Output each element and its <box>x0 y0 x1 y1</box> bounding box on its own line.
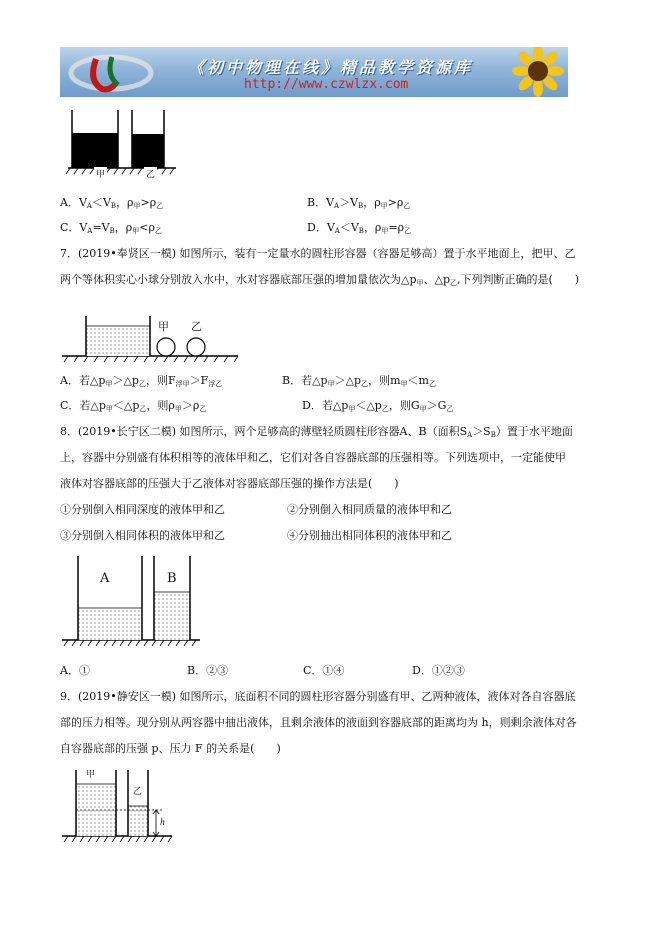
q6-option-d[interactable]: D．$V_A<V_B$，$\rho_甲=\rho_乙$ <box>307 221 412 235</box>
q9-liquid-yi <box>128 806 148 836</box>
q6-option-c[interactable]: C．$V_A=V_B$，$\rho_甲<\rho_乙$ <box>60 221 162 235</box>
q7-ball-jia <box>157 338 175 356</box>
q8-label-b: B <box>167 571 177 586</box>
q8-option-a[interactable]: A．① <box>60 664 90 677</box>
sunflower-icon <box>500 47 568 97</box>
q9-stem-line3: 自容器底部的压强 p、压力 F 的关系是( ) <box>60 742 281 755</box>
header-banner <box>60 47 568 97</box>
q6-label-jia: 甲 <box>94 167 107 180</box>
banner-title: 《初中物理在线》精品教学资源库 <box>188 58 474 77</box>
q8-stem-line3: 液体对容器底部的压强大于乙液体对容器底部压强的操作方法是( ) <box>60 477 399 490</box>
q8-option-d[interactable]: D．①②③ <box>412 664 465 677</box>
q8-option-b[interactable]: B．②③ <box>187 664 229 677</box>
q7-label-yi: 乙 <box>191 320 202 333</box>
q9-label-jia: 甲 <box>86 767 95 780</box>
q7-stem-line2: 两个等体积实心小球分别放入水中，水对容器底部压强的增加量依次为$\triangle p_甲$、$\triangle p_乙$,下列判断正确的是( ) <box>60 273 580 287</box>
q8-item-2: ②分别倒入相同质量的液体甲和乙 <box>287 503 452 516</box>
q7-option-a[interactable]: A．若$\triangle p_甲>\triangle p_乙$，则$F_{浮甲}>F_{浮乙}$ <box>60 374 223 388</box>
q8-option-c[interactable]: C．①④ <box>303 664 345 677</box>
q8-liquid-b <box>154 592 190 640</box>
logo-icon <box>66 51 156 95</box>
q6-liquid-yi <box>132 134 164 168</box>
q7-ball-yi <box>187 338 205 356</box>
q7-figure <box>62 316 240 366</box>
q7-label-jia: 甲 <box>158 320 169 333</box>
q8-liquid-a <box>78 608 142 640</box>
q6-figure <box>64 106 184 178</box>
q7-option-b[interactable]: B．若$\triangle p_甲>\triangle p_乙$，则$m_甲<m_乙$ <box>282 374 436 388</box>
q6-option-a[interactable]: A．$V_A<V_B$，$\rho_甲>\rho_乙$ <box>60 196 164 210</box>
q7-option-c[interactable]: C．若$\triangle p_甲<\triangle p_乙$，则$\rho_甲>\rho_乙$ <box>60 399 207 413</box>
q8-figure <box>62 554 202 650</box>
q9-label-h: h <box>160 818 166 827</box>
q8-item-3: ③分别倒入相同体积的液体甲和乙 <box>60 529 225 542</box>
q7-water <box>86 326 150 356</box>
q9-stem-line2: 部的压力相等。现分别从两容器中抽出液体，且剩余液体的液面到容器底部的距离均为 h，则剩余液体对各 <box>60 716 577 729</box>
q8-item-4: ④分别抽出相同体积的液体甲和乙 <box>287 529 452 542</box>
banner-url: http://www.czwlzx.com <box>244 77 409 92</box>
q6-option-b[interactable]: B．$V_A>V_B$，$\rho_甲>\rho_乙$ <box>307 196 411 210</box>
q8-stem-line1: 8．(2019•长宁区二模) 如图所示，两个足够高的薄壁轻质圆柱形容器A、B（面积$S_A>S_B$）置于水平地面 <box>60 425 573 439</box>
q9-stem-line1: 9．(2019•静安区一模) 如图所示，底面积不同的圆柱形容器分别盛有甲、乙两种液体，液体对各自容器底 <box>60 690 576 703</box>
q7-stem-line1: 7．(2019•奉贤区一模) 如图所示，装有一定量水的圆柱形容器（容器足够高）置于水平地面上，把甲、乙 <box>60 247 576 260</box>
q8-label-a: A <box>100 571 110 586</box>
q8-stem-line2: 上，容器中分别盛有体积相等的液体甲和乙，它们对各自容器底部的压强相等。下列选项中，一定能使甲 <box>60 451 566 464</box>
q6-label-yi: 乙 <box>144 167 157 180</box>
q8-item-1: ①分别倒入相同深度的液体甲和乙 <box>60 503 225 516</box>
q6-liquid-jia <box>72 133 118 168</box>
q9-label-yi: 乙 <box>133 787 143 797</box>
q7-option-d[interactable]: D．若$\triangle p_甲<\triangle p_乙$，则$G_甲>G_乙$ <box>302 399 454 413</box>
q9-figure <box>62 766 174 846</box>
